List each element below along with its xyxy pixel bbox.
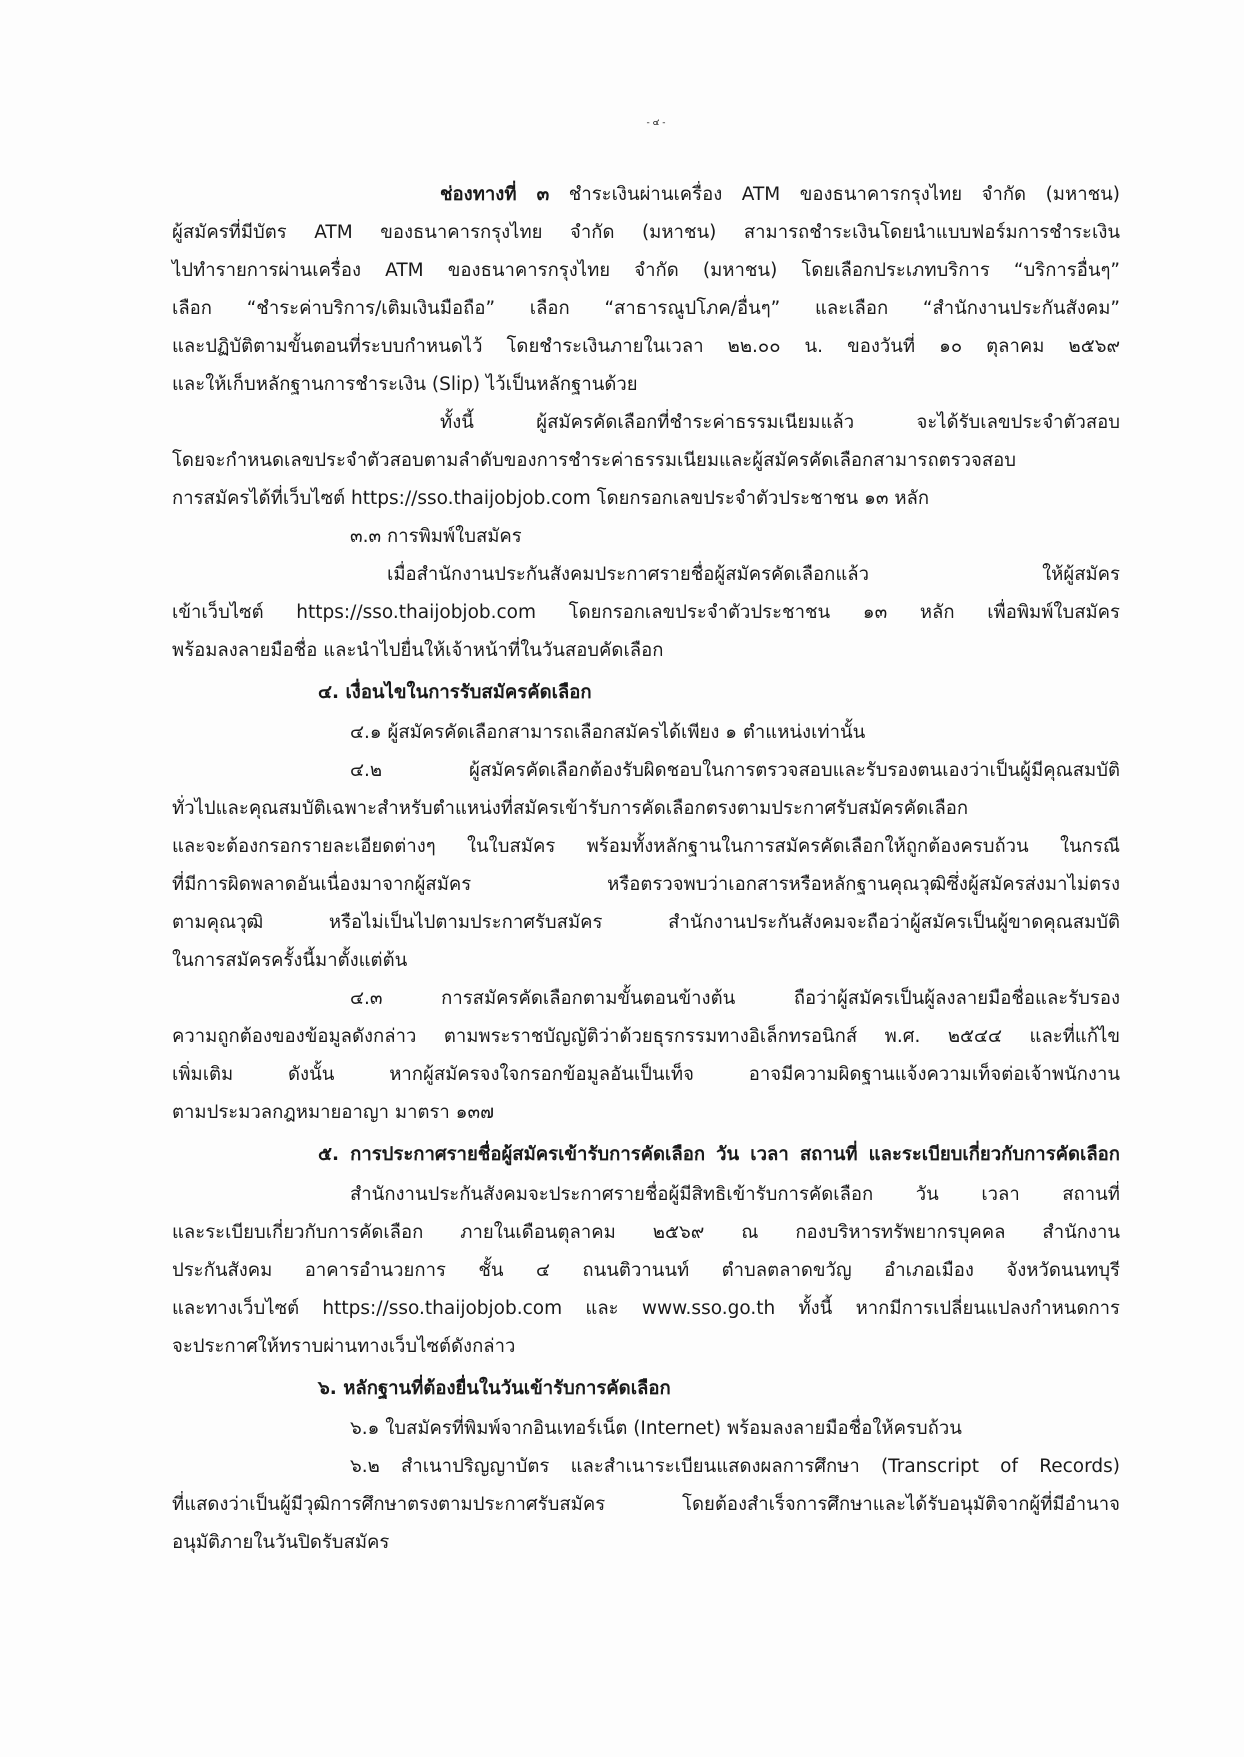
channel-3-first-line [440,180,1120,210]
section-5-heading: ๕. การประกาศรายชื่อผู้สมัครเข้ารับการคัดเลือก วัน เวลา สถานที่ และระเบียบเกี่ยวกับการคัดเลือก [318,1144,1120,1165]
section-4-heading: ๔. เงื่อนไขในการรับสมัครคัดเลือก [318,682,592,703]
text-line: ที่มีการผิดพลาดอันเนื่องมาจากผู้สมัคร หรือตรวจพบว่าเอกสารหรือหลักฐานคุณวุฒิซึ่งผู้สมัครส่งมาไม่ตรง [172,874,1120,895]
text-line: ๔.๑ ผู้สมัครคัดเลือกสามารถเลือกสมัครได้เพียง ๑ ตำแหน่งเท่านั้น [350,722,866,743]
text-line: และให้เก็บหลักฐานการชำระเงิน (Slip) ไว้เป็นหลักฐานด้วย [172,374,638,395]
channel-3-label: ช่องทางที่ ๓ [440,184,550,205]
section-6-heading: ๖. หลักฐานที่ต้องยื่นในวันเข้ารับการคัดเลือก [318,1378,671,1399]
text-line: ที่แสดงว่าเป็นผู้มีวุฒิการศึกษาตรงตามประกาศรับสมัคร โดยต้องสำเร็จการศึกษาและได้รับอนุมัติจากผู้ที่มีอำนาจ [172,1494,1120,1515]
text-line: เพิ่มเติม ดังนั้น หากผู้สมัครจงใจกรอกข้อมูลอันเป็นเท็จ อาจมีความผิดฐานแจ้งความเท็จต่อเจ้าพนักงาน [172,1064,1120,1085]
text-line: พร้อมลงลายมือชื่อ และนำไปยื่นให้เจ้าหน้าที่ในวันสอบคัดเลือก [172,640,664,661]
text-line: ผู้สมัครที่มีบัตร ATM ของธนาคารกรุงไทย จำกัด (มหาชน) สามารถชำระเงินโดยนำแบบฟอร์มการชำระเงิน [172,222,1120,243]
text-line: โดยจะกำหนดเลขประจำตัวสอบตามลำดับของการชำระค่าธรรมเนียมและผู้สมัครคัดเลือกสามารถตรวจสอบ [172,450,1016,471]
text-line: ๔.๒ ผู้สมัครคัดเลือกต้องรับผิดชอบในการตรวจสอบและรับรองตนเองว่าเป็นผู้มีคุณสมบัติ [350,760,1120,781]
text-line: เข้าเว็บไซต์ https://sso.thaijobjob.com โดยกรอกเลขประจำตัวประชาชน ๑๓ หลัก เพื่อพิมพ์ใบสมัคร [172,602,1120,623]
text-line: ตามคุณวุฒิ หรือไม่เป็นไปตามประกาศรับสมัคร สำนักงานประกันสังคมจะถือว่าผู้สมัครเป็นผู้ขาดคุณสมบัติ [172,912,1120,933]
text-line: ทั่วไปและคุณสมบัติเฉพาะสำหรับตำแหน่งที่สมัครเข้ารับการคัดเลือกตรงตามประกาศรับสมัครคัดเลือก [172,798,969,819]
text-line: เลือก “ชำระค่าบริการ/เติมเงินมือถือ” เลือก “สาธารณูปโภค/อื่นๆ” และเลือก “สำนักงานประกันสังคม” [172,298,1120,319]
text-line: ในการสมัครครั้งนี้มาตั้งแต่ต้น [172,950,408,971]
text-line: และระเบียบเกี่ยวกับการคัดเลือก ภายในเดือนตุลาคม ๒๕๖๙ ณ กองบริหารทรัพยากรบุคคล สำนักงาน [172,1222,1120,1243]
text-line: และปฏิบัติตามขั้นตอนที่ระบบกำหนดไว้ โดยชำระเงินภายในเวลา ๒๒.๐๐ น. ของวันที่ ๑๐ ตุลาคม ๒๕๖๙ [172,336,1120,357]
text-line: การสมัครได้ที่เว็บไซต์ https://sso.thaijobjob.com โดยกรอกเลขประจำตัวประชาชน ๑๓ หลัก [172,488,930,509]
text-line: สำนักงานประกันสังคมจะประกาศรายชื่อผู้มีสิทธิเข้ารับการคัดเลือก วัน เวลา สถานที่ [350,1184,1120,1205]
text-line: ๖.๒ สำเนาปริญญาบัตร และสำเนาระเบียนแสดงผลการศึกษา (Transcript of Records) [350,1456,1120,1477]
text-line: ตามประมวลกฎหมายอาญา มาตรา ๑๓๗ [172,1102,495,1123]
text-line: ๔.๓ การสมัครคัดเลือกตามขั้นตอนข้างต้น ถือว่าผู้สมัครเป็นผู้ลงลายมือชื่อและรับรอง [350,988,1120,1009]
text-line: เมื่อสำนักงานประกันสังคมประกาศรายชื่อผู้สมัครคัดเลือกแล้ว ให้ผู้สมัคร [387,564,1120,585]
text-line: ไปทำรายการผ่านเครื่อง ATM ของธนาคารกรุงไทย จำกัด (มหาชน) โดยเลือกประเภทบริการ “บริการอื่นๆ” [172,260,1120,281]
text-line: ประกันสังคม อาคารอำนวยการ ชั้น ๔ ถนนติวานนท์ ตำบลตลาดขวัญ อำเภอเมือง จังหวัดนนทบุรี [172,1260,1120,1281]
text-line: อนุมัติภายในวันปิดรับสมัคร [172,1532,390,1553]
text-line: และทางเว็บไซต์ https://sso.thaijobjob.com และ www.sso.go.th ทั้งนี้ หากมีการเปลี่ยนแปลงกำหนดการ [172,1298,1120,1319]
section-3-3-heading: ๓.๓ การพิมพ์ใบสมัคร [350,526,522,547]
text-line: จะประกาศให้ทราบผ่านทางเว็บไซต์ดังกล่าว [172,1336,516,1357]
text-line: และจะต้องกรอกรายละเอียดต่างๆ ในใบสมัคร พร้อมทั้งหลักฐานในการสมัครคัดเลือกให้ถูกต้องครบถ้วน ในกรณี [172,836,1120,857]
text-line: ๖.๑ ใบสมัครที่พิมพ์จากอินเทอร์เน็ต (Internet) พร้อมลงลายมือชื่อให้ครบถ้วน [350,1418,962,1439]
text-line: ความถูกต้องของข้อมูลดังกล่าว ตามพระราชบัญญัติว่าด้วยธุรกรรมทางอิเล็กทรอนิกส์ พ.ศ. ๒๕๔๔ และที่แก้ไข [172,1026,1120,1047]
page-number: - ๔ - [646,118,666,128]
channel-3-text: ชำระเงินผ่านเครื่อง ATM ของธนาคารกรุงไทย จำกัด (มหาชน) [549,184,1120,205]
text-line: ทั้งนี้ ผู้สมัครคัดเลือกที่ชำระค่าธรรมเนียมแล้ว จะได้รับเลขประจำตัวสอบ [440,412,1120,433]
